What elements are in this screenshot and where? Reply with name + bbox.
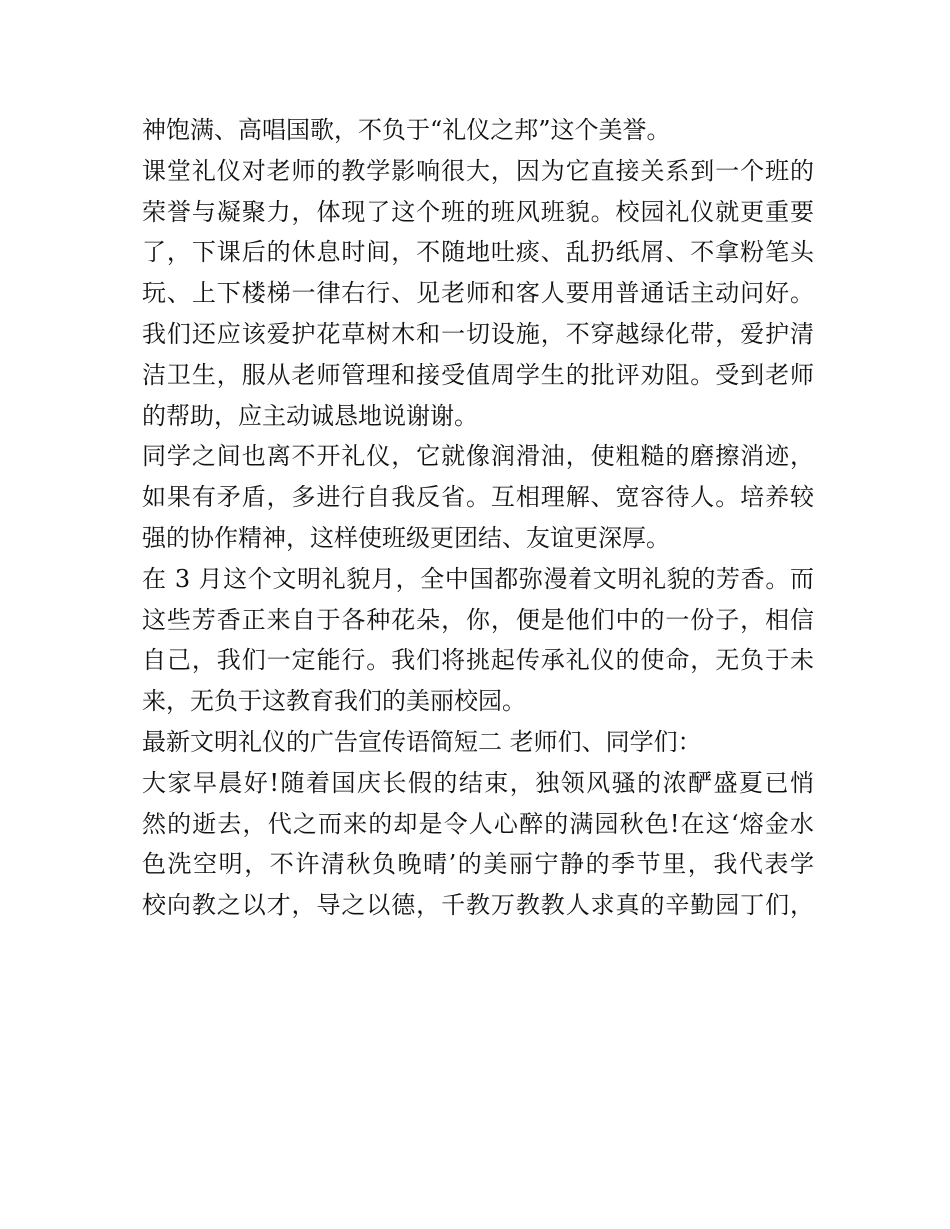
- text-line: 我们还应该爱护花草树木和一切设施，不穿越绿化带，爱护清: [142, 319, 814, 348]
- text-line: 荣誉与凝聚力，体现了这个班的班风班貌。校园礼仪就更重要: [142, 197, 814, 226]
- text-line: 玩、上下楼梯一律右行、见老师和客人要用普通话主动问好。: [142, 279, 814, 308]
- text-line: 的帮助，应主动诚恳地说谢谢。: [142, 401, 478, 430]
- text-line: 课堂礼仪对老师的教学影响很大，因为它直接关系到一个班的: [142, 156, 814, 185]
- text-line: 色洗空明，不许清秋负晚晴’的美丽宁静的季节里，我代表学: [142, 850, 814, 879]
- section-heading-line: 最新文明礼仪的广告宣传语简短二 老师们、同学们：: [142, 727, 702, 756]
- text-line: 校向教之以才，导之以德，千教万教教人求真的辛勤园丁们，: [142, 891, 814, 920]
- text-line: 神饱满、高唱国歌，不负于“礼仪之邦”这个美誉。: [142, 116, 671, 144]
- text-line: 同学之间也离不开礼仪，它就像润滑油，使粗糙的磨擦消迹，: [142, 442, 814, 471]
- text-line: 然的逝去，代之而来的却是令人心醉的满园秋色!在这‘熔金水: [142, 809, 814, 838]
- text-line: 洁卫生，服从老师管理和接受值周学生的批评劝阻。受到老师: [142, 360, 814, 389]
- body-text: [142, 110, 814, 926]
- text-line: 大家早晨好!随着国庆长假的结束，独领风骚的浓酽盛夏已悄: [142, 768, 814, 797]
- text-line: 了，下课后的休息时间，不随地吐痰、乱扔纸屑、不拿粉笔头: [142, 238, 814, 267]
- text-line: 自己，我们一定能行。我们将挑起传承礼仪的使命，无负于未: [142, 646, 814, 675]
- text-line: 这些芳香正来自于各种花朵，你，便是他们中的一份子，相信: [142, 605, 814, 634]
- text-line: 强的协作精神，这样使班级更团结、友谊更深厚。: [142, 523, 670, 552]
- text-line: 在 3 月这个文明礼貌月，全中国都弥漫着文明礼貌的芳香。而: [142, 564, 814, 593]
- text-line: 如果有矛盾，多进行自我反省。互相理解、宽容待人。培养较: [142, 483, 814, 512]
- text-line: 来，无负于这教育我们的美丽校园。: [142, 687, 526, 716]
